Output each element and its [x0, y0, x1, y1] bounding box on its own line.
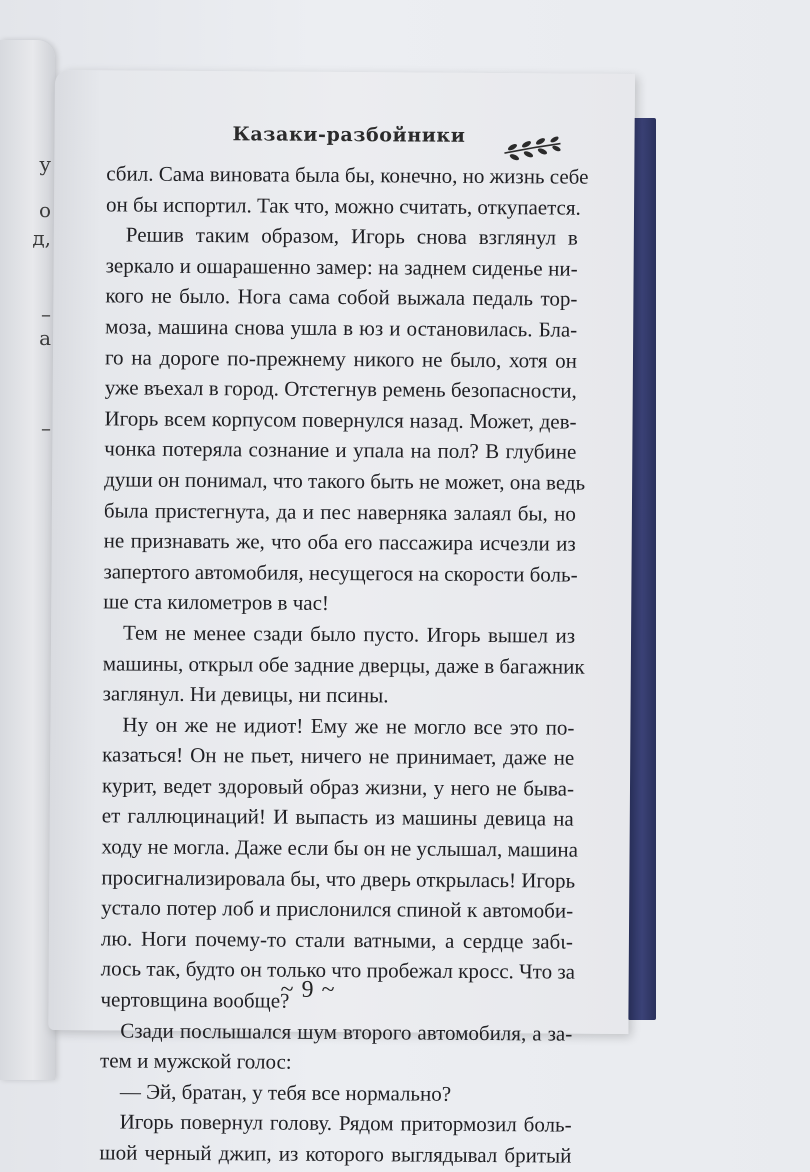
text-line: сбил. Сама виновата была бы, конечно, но жизнь себе — [106, 161, 589, 189]
left-page-fragment: – — [41, 416, 51, 440]
text-line: Игорь повернул голову. Рядом притормозил боль- — [119, 1109, 572, 1138]
text-line: го на дороге по-прежнему никого не было, хотя он — [104, 344, 578, 373]
text-line: души он понимал, что такого быть не может, она ведь — [104, 467, 586, 495]
text-line: шой черный джип, из которого выглядывал бритый — [99, 1140, 572, 1168]
text-line: лось так, будто он только что пробежал кросс. Что за — [100, 956, 576, 985]
left-page-fragment: у — [39, 152, 51, 176]
text-line: он бы испортил. Так что, можно считать, откупается. — [105, 191, 581, 220]
text-line: Тем не менее сзади было пусто. Игорь вышел из — [122, 620, 576, 648]
text-line: моза, машина снова ушла в юз и остановилась. Бла- — [105, 314, 578, 342]
text-line: устало потер лоб и прислонился спиной к автомоби- — [101, 895, 574, 923]
text-line: Решив таким образом, Игорь снова взглянул в — [125, 222, 578, 250]
text-line: не признавать же, что оба его пассажира исчезли из — [103, 528, 576, 556]
text-line: ет галлюцинаций! И выпасть из машины девица на — [101, 803, 574, 832]
left-page-fragment: – — [41, 302, 51, 326]
book-page — [48, 70, 635, 1168]
text-line: тем и мужской голос: — [100, 1048, 292, 1074]
text-line: Игорь всем корпусом повернулся назад. Может, дев- — [104, 406, 577, 434]
text-line: курит, ведет здоровый образ жизни, у него не быва- — [101, 773, 575, 801]
text-line: — Эй, братан, у тебя все нормально? — [119, 1079, 452, 1106]
text-line: казаться! Он не пьет, ничего не принимает, даже не — [102, 742, 575, 770]
body-text — [99, 158, 589, 1171]
text-line: запертого автомобиля, несущегося на скорости боль- — [103, 559, 578, 587]
text-line: была пристегнута, да и пес наверняка залаял бы, но — [103, 497, 577, 526]
text-line: ходу не могла. Даже если бы он не услышал, машина — [101, 834, 579, 862]
text-line: уже въехал в город. Отстегнув ремень безопасности, — [104, 375, 577, 403]
text-line: лю. Ноги почему-то стали ватными, а сердце забι- — [100, 926, 574, 954]
text-line: чонка потеряла сознание и упала на пол? В глубине — [104, 436, 577, 464]
text-line: машины, открыл обе задние дверцы, даже в багажник — [102, 650, 585, 679]
leaf-branch-icon — [502, 133, 562, 161]
page-number: ~ 9 ~ — [280, 976, 336, 1003]
text-line: ше ста километров в час! — [103, 589, 330, 616]
left-page-fragment: о — [38, 198, 51, 222]
text-line: просигнализировала бы, что дверь открылась! Игорь — [101, 864, 576, 893]
text-line: зеркало и ошарашенно замер: на заднем сиденье ни- — [105, 253, 578, 281]
text-line: Ну он же не идиот! Ему же не могло все это по- — [122, 712, 575, 740]
left-page-edge — [0, 40, 55, 1080]
left-page-fragment: д, — [32, 226, 51, 250]
text-line: заглянул. Ни девицы, ни псины. — [102, 681, 389, 708]
running-head: Казаки-разбойники — [232, 123, 466, 147]
text-line: чертовщина вообще? — [100, 987, 290, 1013]
text-line: Сзади послышался шум второго автомобиля, а за- — [120, 1018, 573, 1046]
text-line: кого не было. Нога сама собой выжала педаль тор- — [105, 283, 578, 312]
left-page-fragment: а — [39, 326, 51, 350]
